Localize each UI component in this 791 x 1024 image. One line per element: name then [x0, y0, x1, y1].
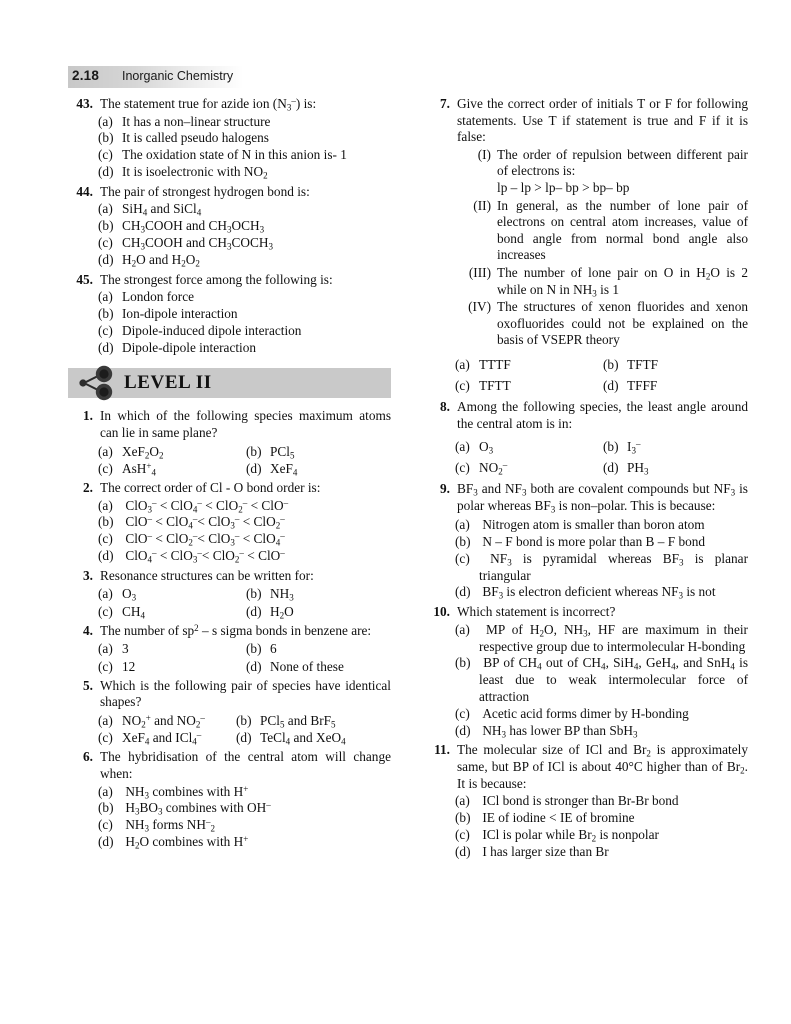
- options-list: [68, 443, 391, 477]
- option-label: (b): [236, 712, 252, 728]
- option-label: (d): [603, 377, 619, 393]
- option-a[interactable]: (a) MP of $H_2O$, $NH_3$, HF are maximum in their respective group due to intermolecular H-bonding: [455, 621, 748, 654]
- option-c[interactable]: (c) $CH_4$: [98, 603, 145, 621]
- option-label: (c): [98, 730, 113, 746]
- question-11: [425, 742, 748, 860]
- question-number: 10.: [433, 604, 450, 620]
- options-list: [68, 201, 391, 268]
- option-label: (b): [455, 534, 471, 550]
- option-label: (b): [98, 800, 114, 816]
- option-label: (d): [455, 584, 471, 600]
- option-b[interactable]: (b) TFTF: [603, 354, 748, 375]
- option-label: (d): [455, 843, 471, 859]
- option-label: (b): [603, 356, 619, 372]
- option-label: (d): [98, 339, 114, 355]
- page-number: 2.18: [72, 68, 100, 83]
- option-b[interactable]: (b) ClO– < ClO$_4$–< ClO$_3$– < ClO$_2$–: [98, 514, 285, 531]
- options-list: [425, 436, 748, 478]
- option-d[interactable]: (d) $H_2O$: [246, 603, 294, 621]
- option-label: (b): [455, 810, 471, 826]
- level-section-header: [68, 368, 391, 398]
- right-column: [425, 96, 748, 863]
- option-label: (d): [98, 547, 114, 563]
- options-list: [425, 793, 748, 860]
- question-stem: 10. Which statement is incorrect?: [425, 604, 748, 621]
- option-label: (c): [455, 460, 470, 476]
- option-label: (a): [455, 517, 470, 533]
- option-a[interactable]: (a) Nitrogen atom is smaller than boron atom: [455, 517, 705, 533]
- question-number: 45.: [76, 271, 93, 287]
- option-a[interactable]: (a) London force: [98, 289, 194, 305]
- option-c[interactable]: (c) 12: [98, 658, 136, 674]
- question-stem: 4. The number of $sp^2$ – s sigma bonds in benzene are:: [68, 623, 391, 640]
- option-label: (d): [455, 722, 471, 738]
- question-number: 9.: [440, 481, 450, 497]
- option-label: (b): [246, 641, 262, 657]
- option-b[interactable]: (b) BP of $CH_4$ out of $CH_4$, SiH$_4$, GeH$_4$, and SnH$_4$ is least due to weak intermolecular force of attraction: [455, 655, 749, 705]
- options-list: [68, 289, 391, 356]
- option-label: (d): [603, 460, 619, 476]
- question-number: 8.: [440, 398, 450, 414]
- option-label: (d): [236, 730, 252, 746]
- option-b[interactable]: (b) PCl$_5$: [246, 443, 295, 461]
- question-stem: 44. The pair of strongest hydrogen bond is:: [68, 184, 391, 201]
- option-d[interactable]: (d) I has larger size than Br: [455, 843, 609, 859]
- option-b[interactable]: (b) PCl$_5$ and BrF$_5$: [236, 712, 336, 730]
- option-label: (a): [98, 586, 113, 602]
- question-stem: 6. The hybridisation of the central atom will change when:: [68, 749, 391, 782]
- sub-statement-iii: (III) The number of lone pair on O in $H_2O$ is 2 while on N in $NH_3$ is 1: [457, 265, 748, 298]
- option-c[interactable]: (c) $NO_2^-$: [455, 457, 603, 478]
- question-45: [68, 272, 391, 357]
- option-c[interactable]: (c) ICl is polar while $Br_2$ is nonpolar: [455, 826, 659, 844]
- option-label: (c): [455, 826, 470, 842]
- option-a[interactable]: (a) $NO_2^+$ and $NO_2^-$: [98, 712, 205, 730]
- option-label: (c): [455, 377, 470, 393]
- options-list: [68, 114, 391, 181]
- option-label: (a): [98, 712, 113, 728]
- question-number: 6.: [83, 749, 93, 765]
- sub-statement-ii: (II) In general, as the number of lone pair of electrons on central atom increases, value of bond angle from normal bond angle also increases: [457, 198, 748, 264]
- option-d[interactable]: (d) $H_2O$ combines with H+: [98, 833, 249, 851]
- options-list: [68, 784, 391, 851]
- option-a[interactable]: (a) TTTF: [455, 354, 603, 375]
- sub-statement-i: (I) The order of repulsion between different pair of electrons is:: [457, 147, 748, 180]
- level-label: LEVEL II: [124, 372, 212, 394]
- option-d[interactable]: (d) $PH_3$: [603, 457, 748, 478]
- option-c[interactable]: (c) TFTT: [455, 375, 603, 396]
- option-label: (c): [455, 550, 470, 566]
- option-label: (d): [98, 833, 114, 849]
- option-label: (a): [98, 289, 113, 305]
- question-number: 44.: [76, 183, 93, 199]
- question-8: [425, 399, 748, 478]
- option-d[interactable]: (d) It is isoelectronic with $NO_2$: [98, 163, 268, 181]
- option-label: (a): [455, 793, 470, 809]
- option-b[interactable]: (b) N – F bond is more polar than B – F bond: [455, 534, 706, 550]
- molecule-icon: [76, 364, 118, 402]
- question-number: 1.: [83, 408, 93, 424]
- option-a[interactable]: (a) ClO$_3$– < ClO$_4$– < ClO$_2$– < ClO–: [98, 497, 289, 515]
- options-list: [68, 640, 391, 674]
- option-a[interactable]: (a) $XeF_2O_2$: [98, 443, 164, 461]
- option-a[interactable]: (a) It has a non–linear structure: [98, 113, 271, 129]
- sub-statement-i-formula: lp – lp > lp– bp > bp– bp: [497, 179, 630, 195]
- sub-statement-label: (II): [473, 197, 491, 213]
- question-43: [68, 96, 391, 181]
- option-d[interactable]: (d) Dipole-dipole interaction: [98, 339, 257, 355]
- option-c[interactable]: (c) Dipole-induced dipole interaction: [98, 322, 302, 338]
- option-label: (d): [98, 251, 114, 267]
- option-a[interactable]: (a) $O_3$: [98, 586, 137, 603]
- question-6: [68, 749, 391, 850]
- option-label: (b): [98, 130, 114, 146]
- option-c[interactable]: (c) AsH+$_4$: [98, 460, 156, 478]
- question-7: [425, 96, 748, 396]
- question-stem: 2. The correct order of Cl - O bond order is:: [68, 480, 391, 497]
- option-label: (b): [455, 655, 471, 671]
- option-label: (a): [98, 113, 113, 129]
- sub-statement-label: (III): [468, 264, 491, 280]
- option-a[interactable]: (a) ICl bond is stronger than Br-Br bond: [455, 793, 679, 809]
- options-list: [68, 712, 391, 746]
- option-label: (c): [455, 705, 470, 721]
- question-5: [68, 678, 391, 747]
- option-a[interactable]: (a) $NH_3$ combines with H+: [98, 783, 249, 801]
- option-label: (d): [246, 460, 262, 476]
- option-label: (a): [455, 356, 470, 372]
- option-label: (b): [246, 586, 262, 602]
- option-b[interactable]: (b) It is called pseudo halogens: [98, 130, 269, 146]
- question-44: [68, 184, 391, 269]
- option-c[interactable]: (c) The oxidation state of N in this anion is- 1: [98, 147, 347, 163]
- option-label: (b): [603, 439, 619, 455]
- running-head: [68, 66, 728, 88]
- left-column: [68, 96, 391, 854]
- question-10: [425, 604, 748, 739]
- option-label: (a): [98, 641, 113, 657]
- options-list: [425, 354, 748, 396]
- question-stem: 1. In which of the following species maximum atoms can lie in same plane?: [68, 408, 391, 441]
- options-list: [425, 517, 748, 601]
- book-title: Inorganic Chemistry: [122, 69, 234, 83]
- option-d[interactable]: (d) $BF_3$ is electron deficient whereas $NF_3$ is not: [455, 584, 716, 601]
- option-b[interactable]: (b) $NH_3$: [246, 586, 294, 603]
- question-4: [68, 623, 391, 675]
- option-d[interactable]: (d) TFFF: [603, 375, 748, 396]
- options-list: [68, 585, 391, 619]
- options-list: [425, 622, 748, 740]
- option-label: (d): [246, 603, 262, 619]
- option-label: (a): [455, 439, 470, 455]
- option-label: (a): [98, 443, 113, 459]
- question-stem: 8. Among the following species, the least angle around the central atom is in:: [425, 399, 748, 432]
- option-d[interactable]: (d) ClO$_4$– < ClO$_3$–< ClO$_2$– < ClO–: [98, 547, 285, 565]
- options-list: [68, 498, 391, 565]
- option-d[interactable]: (d) XeF$_4$: [246, 460, 298, 478]
- question-number: 5.: [83, 677, 93, 693]
- option-label: (a): [98, 497, 113, 513]
- sub-statement-iv: (IV) The structures of xenon fluorides and xenon oxofluorides could not be explained on the basis of VSEPR theory: [457, 299, 748, 349]
- option-label: (a): [98, 201, 113, 217]
- question-3: [68, 568, 391, 620]
- option-label: (b): [98, 514, 114, 530]
- option-label: (b): [98, 218, 114, 234]
- option-d[interactable]: (d) TeCl$_4$ and XeO$_4$: [236, 730, 346, 747]
- question-number: 4.: [83, 622, 93, 638]
- question-stem: 45. The strongest force among the following is:: [68, 272, 391, 289]
- question-9: [425, 481, 748, 601]
- option-c[interactable]: (c) $NF_3$ is pyramidal whereas $BF_3$ is planar triangular: [455, 550, 748, 583]
- option-b[interactable]: (b) IE of iodine < IE of bromine: [455, 810, 635, 826]
- option-label: (a): [455, 621, 470, 637]
- question-number: 11.: [434, 742, 450, 758]
- option-label: (c): [98, 460, 113, 476]
- option-label: (c): [98, 147, 113, 163]
- question-1: [68, 408, 391, 477]
- option-label: (c): [98, 817, 113, 833]
- option-c[interactable]: (c) Acetic acid forms dimer by H-bonding: [455, 705, 689, 721]
- option-a[interactable]: (a) 3: [98, 641, 129, 657]
- question-stem: 11. The molecular size of ICl and $Br_2$ is approximately same, but BP of ICl is about 40°C higher than of $Br_2$. It is because:: [425, 742, 748, 792]
- question-stem: 3. Resonance structures can be written for:: [68, 568, 391, 585]
- option-c[interactable]: (c) XeF$_4$ and ICl$_4$–: [98, 729, 202, 747]
- option-d[interactable]: (d) $H_2O$ and $H_2O_2$: [98, 251, 200, 269]
- option-label: (d): [98, 163, 114, 179]
- question-number: 7.: [440, 96, 450, 111]
- option-label: (d): [246, 658, 262, 674]
- sub-statement-label: (I): [477, 146, 491, 162]
- option-b[interactable]: (b) $H_3BO_3$ combines with OH–: [98, 800, 271, 817]
- option-d[interactable]: (d) None of these: [246, 658, 344, 674]
- question-number: 3.: [83, 567, 93, 583]
- option-c[interactable]: (c) ClO– < ClO$_2$–< ClO$_3$– < ClO$_4$–: [98, 530, 285, 548]
- option-d[interactable]: (d) $NH_3$ has lower BP than SbH$_3$: [455, 722, 638, 740]
- option-b[interactable]: (b) Ion-dipole interaction: [98, 305, 238, 321]
- option-label: (b): [98, 305, 114, 321]
- option-a[interactable]: (a) SiH$_4$ and SiCl$_4$: [98, 201, 202, 218]
- option-label: (c): [98, 658, 113, 674]
- option-label: (b): [246, 443, 262, 459]
- question-stem: 9. $BF_3$ and $NF_3$ both are covalent compounds but $NF_3$ is polar whereas $BF_3$ is non–polar. This is because:: [425, 481, 748, 514]
- option-label: (c): [98, 322, 113, 338]
- option-a[interactable]: (a) $O_3$: [455, 436, 603, 457]
- option-b[interactable]: (b) $I_3^-$: [603, 436, 748, 457]
- question-stem: 5. Which is the following pair of species have identical shapes?: [68, 678, 391, 711]
- question-number: 43.: [76, 96, 93, 111]
- option-label: (c): [98, 234, 113, 250]
- question-number: 2.: [83, 479, 93, 495]
- option-c[interactable]: (c) $NH_3$ forms $NH^-_2$: [98, 816, 215, 834]
- question-stem: 43. The statement true for azide ion $(N_3^-)$ is:: [68, 96, 391, 113]
- option-label: (a): [98, 783, 113, 799]
- option-b[interactable]: (b) 6: [246, 641, 277, 657]
- option-label: (c): [98, 603, 113, 619]
- option-c[interactable]: (c) $CH_3COOH$ and $CH_3COCH_3$: [98, 234, 273, 252]
- question-2: [68, 480, 391, 565]
- question-stem: 7. Give the correct order of initials T or F for following statements. Use T if statement is true and F if it is false:: [425, 96, 748, 146]
- option-label: (c): [98, 531, 113, 547]
- sub-statement-label: (IV): [468, 299, 491, 315]
- option-b[interactable]: (b) $CH_3COOH$ and $CH_3OCH_3$: [98, 218, 265, 235]
